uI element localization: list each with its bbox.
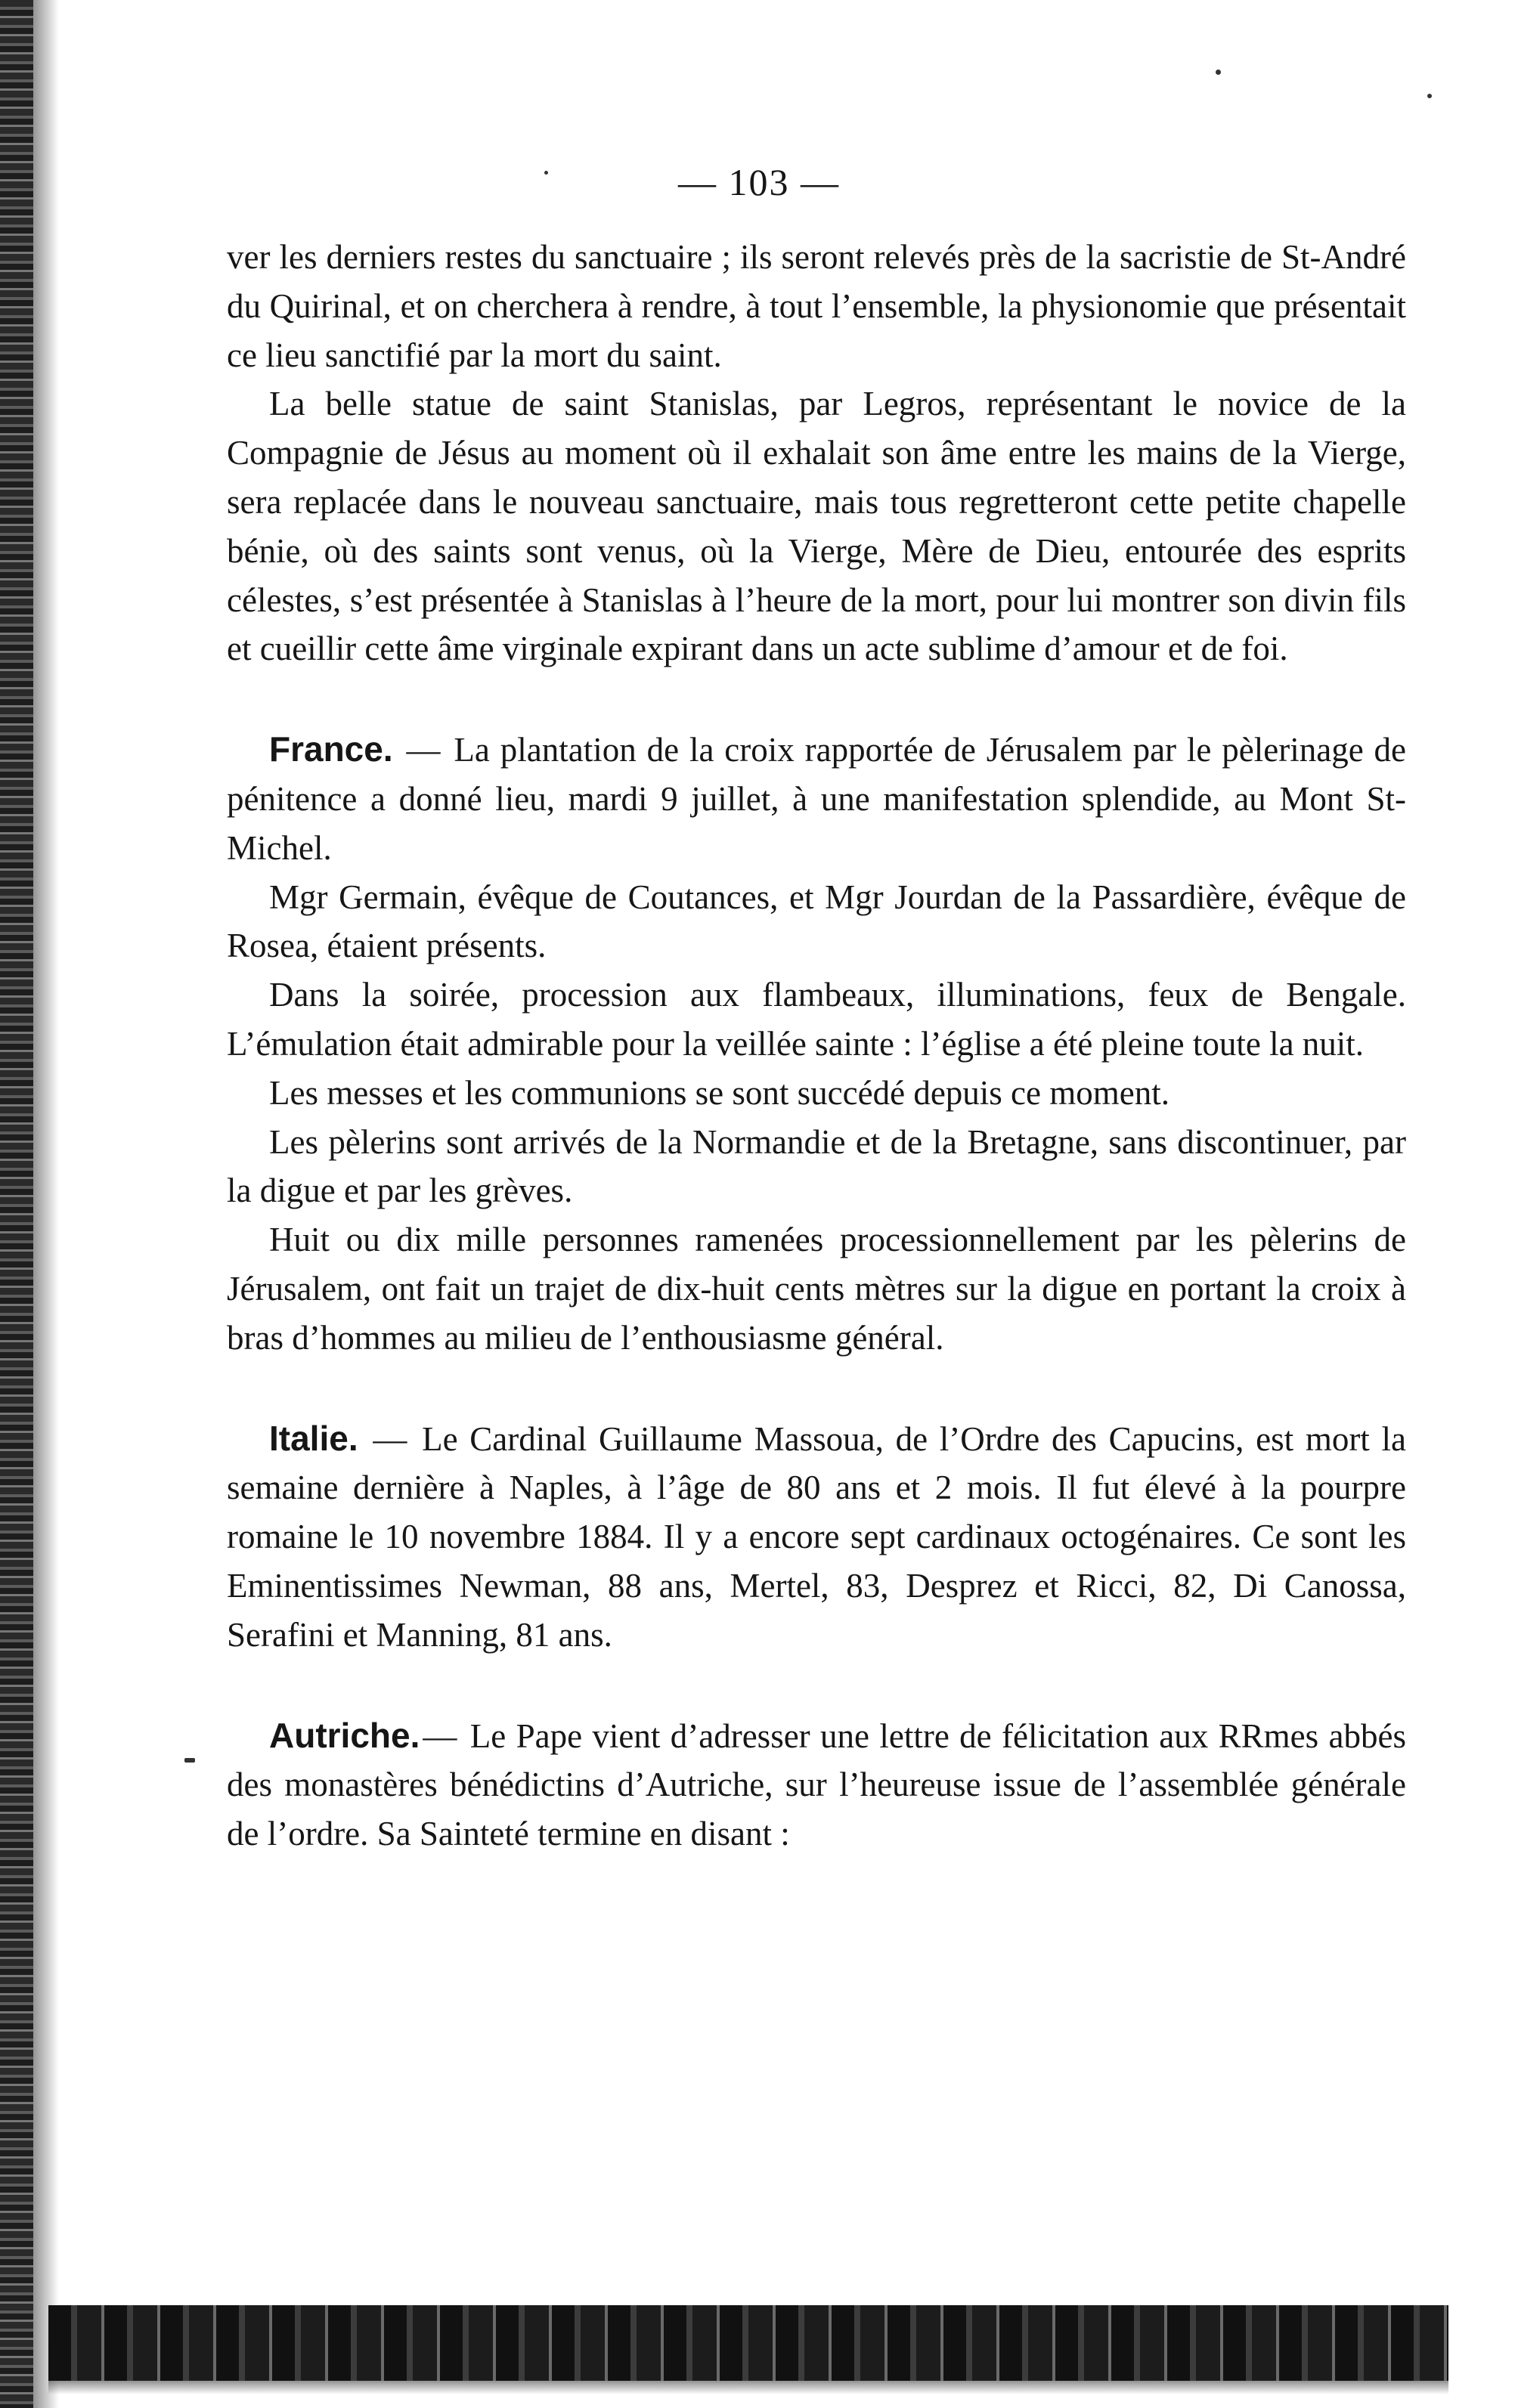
scan-bottom-band-shadow	[48, 2381, 1448, 2394]
scan-speck	[1216, 70, 1221, 75]
section-italie	[227, 1414, 1406, 1660]
binding-edge-shadow	[33, 0, 59, 2408]
intro-paragraph-statue: La belle statue de saint Stanislas, par Legros, représentant le novice de la Compagnie de Jésus au moment où il exhalait son âme entre les mains de la Vierge, sera replacée dans le nouveau sanctuaire, mais tous regretteront cette petite chapelle bénie, où des saints sont venus, où la Vierge, Mère de Dieu, entourée des esprits célestes, s’est présentée à Stanislas à l’heure de la mort, pour lui montrer son divin fils et cueillir cette âme virginale expirant dans un acte sublime d’amour et de foi.	[227, 385, 1406, 668]
page-number: — 103 —	[678, 161, 840, 203]
section-title-autriche: Autriche.	[269, 1715, 420, 1755]
binding-edge	[0, 0, 33, 2408]
france-paragraph: Dans la soirée, procession aux flambeaux, illuminations, feux de Bengale. L’émulation était admirable pour la veillée sainte : l’église a été pleine toute la nuit.	[227, 976, 1406, 1063]
section-title-italie: Italie.	[269, 1418, 358, 1458]
section-dash: —	[373, 1419, 407, 1458]
section-title-france: France.	[269, 729, 393, 769]
scan-bottom-band	[48, 2305, 1448, 2381]
section-dash: —	[423, 1716, 457, 1755]
section-dash: —	[406, 731, 441, 769]
france-paragraph: Les pèlerins sont arrivés de la Normandie et de la Bretagne, sans discontinuer, par la digue et par les grèves.	[227, 1122, 1406, 1210]
section-france	[227, 725, 1406, 872]
scan-speck	[184, 1758, 195, 1763]
section-autriche	[227, 1711, 1406, 1859]
page-body	[227, 233, 1406, 1859]
autriche-lead-text: Le Pape vient d’adresser une lettre de félicitation aux RRmes abbés des monastères bénédictins d’Autriche, sur l’heureuse issue de l’assemblée générale de l’ordre. Sa Sainteté termine en disant :	[227, 1716, 1406, 1853]
france-paragraph: Les messes et les communions se sont succédé depuis ce moment.	[269, 1073, 1169, 1112]
france-lead-text: La plantation de la croix rapportée de Jérusalem par le pèlerinage de pénitence a donné lieu, mardi 9 juillet, à une manifestation splendide, au Mont St-Michel.	[227, 731, 1407, 867]
france-paragraph: Huit ou dix mille personnes ramenées processionnellement par les pèlerins de Jérusalem, ont fait un trajet de dix-huit cents mètres sur la digue en portant la croix à bras d’hommes au milieu de l’enthousiasme général.	[227, 1221, 1406, 1357]
france-paragraph: Mgr Germain, évêque de Coutances, et Mgr Jourdan de la Passardière, évêque de Rosea, étaient présents.	[227, 877, 1406, 965]
intro-paragraph-continuation: ver les derniers restes du sanctuaire ; ils seront relevés près de la sacristie de St-André du Quirinal, et on cherchera à rendre, à tout l’ensemble, la physionomie que présentait ce lieu sanctifié par la mort du saint.	[227, 238, 1406, 374]
scan-speck	[1427, 94, 1432, 98]
italie-lead-text: Le Cardinal Guillaume Massoua, de l’Ordre des Capucins, est mort la semaine dernière à Naples, à l’âge de 80 ans et 2 mois. Il fut élevé à la pourpre romaine le 10 novembre 1884. Il y a encore sept cardinaux octogénaires. Ce sont les Eminentissimes Newman, 88 ans, Mertel, 83, Desprez et Ricci, 82, Di Canossa, Serafini et Manning, 81 ans.	[227, 1419, 1407, 1654]
